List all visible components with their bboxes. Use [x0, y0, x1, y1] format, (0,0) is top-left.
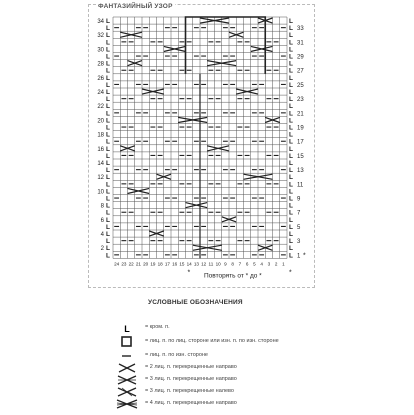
repeat-label: Повторять от * до * [204, 272, 262, 280]
edge-stitch-left: L [106, 46, 110, 54]
edge-stitch-left: L [106, 152, 110, 160]
legend-item [112, 362, 372, 374]
row-number-right: 23 [297, 97, 304, 104]
column-number: 17 [164, 261, 170, 267]
legend-symbol-cross4 [116, 398, 138, 410]
edge-stitch-left: L [106, 117, 110, 125]
edge-stitch-right: L [289, 103, 293, 111]
edge-stitch-right: L [289, 96, 293, 104]
legend-text: = лиц. п. по изн. стороне [145, 352, 208, 358]
edge-stitch-left: L [106, 110, 110, 118]
row-number-right: 27 [297, 68, 304, 75]
edge-stitch-left: L [106, 96, 110, 104]
column-number: 3 [267, 261, 271, 267]
edge-stitch-right: L [289, 202, 293, 210]
row-number-right: 7 [297, 210, 301, 217]
edge-stitch-left: L [106, 32, 110, 40]
edge-stitch-right: L [289, 32, 293, 40]
edge-stitch-right: L [289, 152, 293, 160]
edge-stitch-left: L [106, 252, 110, 260]
row-number-left: 12 [97, 175, 104, 182]
row-number-right: 21 [297, 111, 304, 118]
edge-stitch-left: L [106, 131, 110, 139]
edge-stitch-right: L [289, 252, 293, 260]
column-number: 15 [179, 261, 185, 267]
edge-stitch-left: L [106, 209, 110, 217]
edge-stitch-right: L [289, 25, 293, 33]
row-number-right: 29 [297, 54, 304, 61]
column-number: 8 [231, 261, 234, 267]
edge-stitch-right: L [289, 238, 293, 246]
edge-stitch-left: L [106, 124, 110, 132]
edge-stitch-right: L [289, 245, 293, 253]
column-number: 24 [114, 261, 120, 267]
edge-stitch-left: L [106, 67, 110, 75]
edge-stitch-left: L [106, 103, 110, 111]
row-number-left: 18 [97, 132, 104, 139]
column-number: 9 [224, 261, 227, 267]
edge-stitch-left: L [106, 25, 110, 33]
edge-stitch-left: L [106, 223, 110, 231]
edge-stitch-left: L [106, 181, 110, 189]
edge-stitch-right: L [289, 60, 293, 68]
legend-symbol-cross2 [116, 362, 138, 374]
repeat-star-right: * [303, 252, 306, 260]
legend-symbol-box [116, 336, 138, 348]
column-number: 20 [143, 261, 149, 267]
row-number-left: 4 [100, 232, 104, 239]
row-number-right: 31 [297, 40, 304, 47]
repeat-star: * [187, 269, 191, 277]
legend-item [112, 350, 372, 362]
column-number: 13 [193, 261, 199, 267]
edge-stitch-left: L [106, 81, 110, 89]
column-number: 22 [128, 261, 134, 267]
legend-text: = лиц. п. по лиц. стороне или изн. п. по изн. стороне [145, 338, 279, 344]
column-number: 2 [274, 261, 278, 267]
column-number: 12 [201, 261, 207, 267]
column-number: 18 [157, 261, 163, 267]
legend-symbol-cross3r [116, 374, 138, 386]
edge-stitch-left: L [106, 145, 110, 153]
row-number-left: 6 [100, 217, 104, 224]
edge-stitch-right: L [289, 188, 293, 196]
edge-stitch-right: L [289, 195, 293, 203]
legend-title: УСЛОВНЫЕ ОБОЗНАЧЕНИЯ [148, 299, 243, 306]
edge-stitch-right: L [289, 216, 293, 224]
edge-stitch-right: L [289, 117, 293, 125]
row-number-left: 28 [97, 61, 104, 68]
edge-stitch-right: L [289, 53, 293, 61]
edge-stitch-left: L [106, 74, 110, 82]
legend-item [112, 398, 372, 410]
edge-stitch-right: L [289, 174, 293, 182]
row-number-left: 32 [97, 33, 104, 40]
legend-item [112, 322, 372, 334]
edge-stitch-left: L [106, 202, 110, 210]
row-number-right: 11 [297, 182, 304, 189]
column-number: 19 [150, 261, 156, 267]
edge-stitch-left: L [106, 174, 110, 182]
legend-symbol-dash [116, 350, 138, 362]
svg-text:L: L [124, 324, 130, 334]
column-number: 21 [135, 261, 141, 267]
row-number-left: 2 [100, 246, 104, 253]
legend-item [112, 386, 372, 398]
edge-stitch-left: L [106, 89, 110, 97]
edge-stitch-left: L [106, 60, 110, 68]
edge-stitch-right: L [289, 110, 293, 118]
edge-stitch-left: L [106, 231, 110, 239]
edge-stitch-right: L [289, 39, 293, 47]
edge-stitch-left: L [106, 160, 110, 168]
column-number: 16 [172, 261, 178, 267]
column-number: 6 [245, 261, 249, 267]
edge-stitch-left: L [106, 216, 110, 224]
edge-stitch-left: L [106, 167, 110, 175]
edge-stitch-left: L [106, 188, 110, 196]
edge-stitch-right: L [289, 167, 293, 175]
column-number: 7 [238, 261, 242, 267]
edge-stitch-right: L [289, 181, 293, 189]
row-number-left: 22 [97, 104, 104, 111]
legend-item [112, 374, 372, 386]
row-number-left: 10 [97, 189, 104, 196]
column-number: 23 [121, 261, 127, 267]
legend-text: = 3 лиц. п. перекрещенные направо [145, 376, 237, 382]
chart-title: ФАНТАЗИЙНЫЙ УЗОР [98, 3, 173, 10]
edge-stitch-right: L [289, 209, 293, 217]
column-number: 10 [215, 261, 221, 267]
edge-stitch-right: L [289, 138, 293, 146]
legend-text: = 4 лиц. п. перекрещенные направо [145, 400, 237, 406]
column-number: 1 [282, 261, 285, 267]
edge-stitch-left: L [106, 195, 110, 203]
column-number: 11 [208, 261, 214, 267]
edge-stitch-left: L [106, 245, 110, 253]
legend-item [112, 336, 372, 348]
row-number-left: 16 [97, 146, 104, 153]
legend-text: = 3 лиц. п. перекрещенные налево [145, 388, 234, 394]
edge-stitch-left: L [106, 53, 110, 61]
edge-stitch-right: L [289, 81, 293, 89]
row-number-left: 34 [97, 19, 104, 26]
edge-stitch-left: L [106, 238, 110, 246]
row-number-left: 26 [97, 75, 104, 82]
row-number-right: 15 [297, 153, 304, 160]
edge-stitch-left: L [106, 138, 110, 146]
row-number-left: 8 [100, 203, 104, 210]
legend-text: = 2 лиц. п. перекрещенные направо [145, 364, 237, 370]
repeat-star: * [289, 269, 292, 277]
edge-stitch-left: L [106, 18, 110, 26]
row-number-left: 24 [97, 90, 104, 97]
row-number-left: 30 [97, 47, 104, 54]
edge-stitch-right: L [289, 74, 293, 82]
edge-stitch-right: L [289, 67, 293, 75]
edge-stitch-right: L [289, 231, 293, 239]
column-number: 4 [260, 261, 263, 267]
edge-stitch-right: L [289, 160, 293, 168]
row-number-right: 17 [297, 139, 304, 146]
column-number: 5 [253, 261, 256, 267]
edge-stitch-right: L [289, 18, 293, 26]
row-number-right: 9 [297, 196, 301, 203]
legend-symbol-cross3l [116, 386, 138, 398]
row-number-right: 33 [297, 26, 304, 33]
row-number-left: 20 [97, 118, 104, 125]
legend-text: = кром. п. [145, 324, 170, 330]
row-number-right: 3 [297, 239, 301, 246]
edge-stitch-left: L [106, 39, 110, 47]
row-number-right: 25 [297, 82, 304, 89]
row-number-right: 1 [297, 253, 301, 260]
row-number-left: 14 [97, 161, 104, 168]
row-number-right: 13 [297, 168, 304, 175]
legend-symbol-edge [116, 322, 138, 334]
edge-stitch-right: L [289, 145, 293, 153]
row-number-right: 19 [297, 125, 304, 132]
edge-stitch-right: L [289, 89, 293, 97]
edge-stitch-right: L [289, 46, 293, 54]
edge-stitch-right: L [289, 223, 293, 231]
edge-stitch-right: L [289, 124, 293, 132]
row-number-right: 5 [297, 224, 301, 231]
edge-stitch-right: L [289, 131, 293, 139]
column-number: 14 [186, 261, 192, 267]
